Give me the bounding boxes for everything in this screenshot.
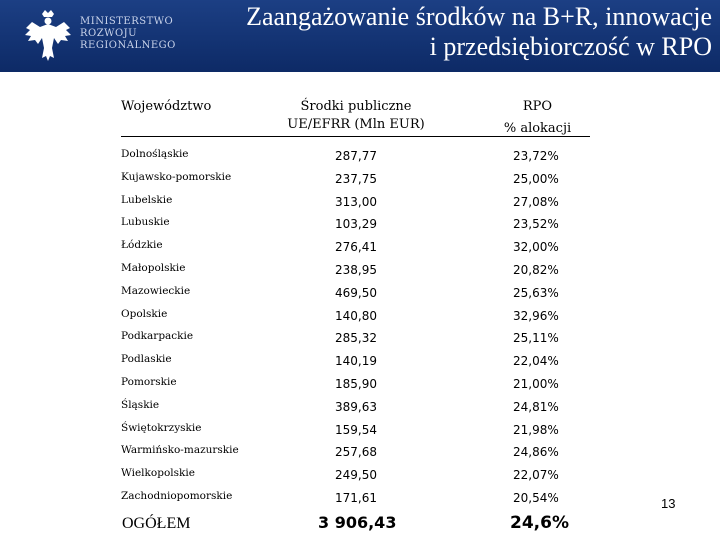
funds-value: 257,68 [335, 445, 377, 459]
column-header-rpo [490, 98, 585, 138]
ministry-logo [14, 6, 184, 68]
total-rpo-percent: 24,6% [510, 513, 569, 533]
column-header-funds [276, 98, 436, 134]
rpo-percent: 22,07% [513, 468, 559, 482]
funds-value: 237,75 [335, 172, 377, 186]
table-row [0, 304, 720, 326]
column-header-rpo-line2: % alokacji [503, 121, 572, 136]
rpo-percent: 25,11% [513, 331, 559, 345]
region-name: Kujawsko-pomorskie [121, 171, 232, 183]
region-name: Małopolskie [121, 262, 186, 274]
total-label: OGÓŁEM [122, 515, 191, 532]
table-row [0, 235, 720, 257]
ministry-line: ROZWOJU [80, 28, 138, 39]
funds-value: 238,95 [335, 263, 377, 277]
column-header-funds-line1: Środki publiczne [300, 99, 412, 114]
funds-value: 276,41 [335, 240, 377, 254]
total-funds-value: 3 906,43 [318, 513, 397, 532]
table-row [0, 486, 720, 508]
region-name: Świętokrzyskie [121, 422, 202, 434]
region-name: Lubelskie [121, 194, 173, 206]
rpo-percent: 22,04% [513, 354, 559, 368]
funds-value: 185,90 [335, 377, 377, 391]
funds-value: 140,19 [335, 354, 377, 368]
region-name: Dolnośląskie [121, 148, 189, 160]
column-header-funds-line2: UE/EFRR (Mln EUR) [287, 117, 425, 132]
table-row [0, 372, 720, 394]
table-row [0, 440, 720, 462]
rpo-percent: 24,81% [513, 400, 559, 414]
table-row [0, 167, 720, 189]
rpo-percent: 32,00% [513, 240, 559, 254]
region-name: Zachodniopomorskie [121, 490, 233, 502]
title-line-2: i przedsiębiorczość w RPO [429, 32, 712, 61]
header-band [0, 0, 720, 72]
slide-title [192, 2, 712, 62]
table-row [0, 144, 720, 166]
region-name: Pomorskie [121, 376, 177, 388]
ministry-line: REGIONALNEGO [80, 40, 176, 51]
region-name: Śląskie [121, 399, 160, 411]
rpo-percent: 23,52% [513, 217, 559, 231]
region-name: Łódzkie [121, 239, 163, 251]
funds-value: 159,54 [335, 423, 377, 437]
region-name: Opolskie [121, 308, 168, 320]
rpo-percent: 21,00% [513, 377, 559, 391]
table-row [0, 418, 720, 440]
region-name: Mazowieckie [121, 285, 191, 297]
region-name: Warmińsko-mazurskie [121, 444, 239, 456]
funds-value: 313,00 [335, 195, 377, 209]
region-name: Podkarpackie [121, 330, 194, 342]
rpo-percent: 25,00% [513, 172, 559, 186]
funds-value: 171,61 [335, 491, 377, 505]
page-number: 13 [661, 496, 676, 511]
ministry-line: MINISTERSTWO [80, 16, 174, 27]
rpo-percent: 32,96% [513, 309, 559, 323]
table-row [0, 395, 720, 417]
table-row [0, 258, 720, 280]
funds-value: 469,50 [335, 286, 377, 300]
rpo-percent: 24,86% [513, 445, 559, 459]
rpo-percent: 21,98% [513, 423, 559, 437]
table-row [0, 463, 720, 485]
title-line-1: Zaangażowanie środków na B+R, innowacje [246, 2, 712, 31]
table-row [0, 349, 720, 371]
rpo-percent: 20,82% [513, 263, 559, 277]
column-header-rpo-line1: RPO [522, 99, 553, 114]
funds-value: 103,29 [335, 217, 377, 231]
rpo-percent: 23,72% [513, 149, 559, 163]
funds-value: 287,77 [335, 149, 377, 163]
table-row [0, 190, 720, 212]
rpo-percent: 27,08% [513, 195, 559, 209]
eagle-emblem-icon [22, 8, 74, 64]
funds-value: 140,80 [335, 309, 377, 323]
region-name: Wielkopolskie [121, 467, 195, 479]
table-row [0, 212, 720, 234]
ministry-name [80, 16, 176, 52]
region-name: Podlaskie [121, 353, 172, 365]
rpo-percent: 25,63% [513, 286, 559, 300]
funds-value: 389,63 [335, 400, 377, 414]
rpo-percent: 20,54% [513, 491, 559, 505]
column-header-region: Województwo [121, 99, 212, 114]
funds-value: 249,50 [335, 468, 377, 482]
table-row [0, 326, 720, 348]
funds-value: 285,32 [335, 331, 377, 345]
table-row [0, 281, 720, 303]
header-divider [121, 136, 590, 137]
region-name: Lubuskie [121, 216, 170, 228]
